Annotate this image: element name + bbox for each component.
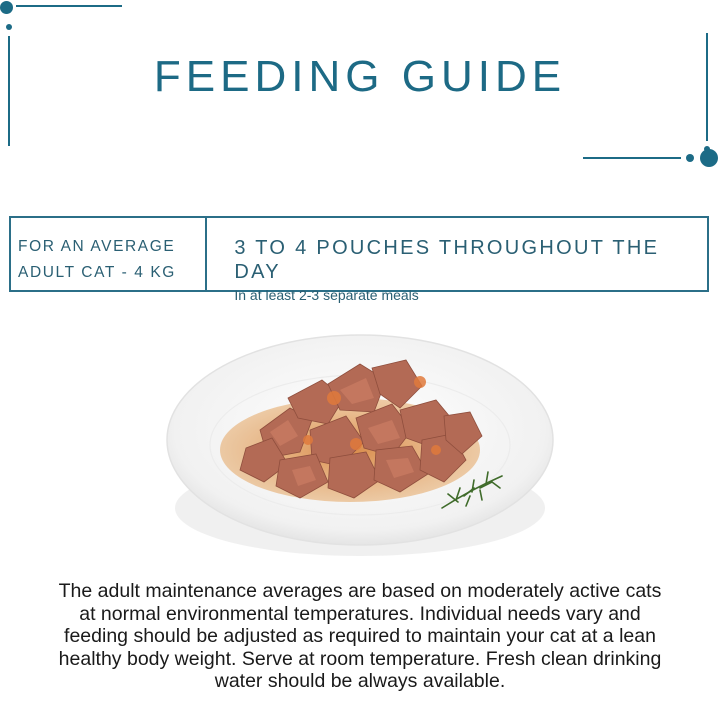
corner-dot-small	[6, 24, 12, 30]
feeding-amount: 3 TO 4 POUCHES THROUGHOUT THE DAY	[234, 237, 660, 283]
corner-dot-large	[0, 1, 13, 14]
feeding-guide-table	[9, 216, 709, 303]
corner-dot-medium	[686, 154, 694, 162]
cat-weight-cell	[11, 218, 207, 290]
feeding-meals-note: In at least 2-3 separate meals	[234, 287, 419, 303]
plate-icon	[160, 320, 560, 560]
feeding-amount-cell	[207, 218, 707, 303]
cat-label-line-2: ADULT CAT - 4 KG	[18, 264, 176, 281]
feeding-description: The adult maintenance averages are based on moderately active cats at normal environmental temperatures. Individual needs vary and feeding should be adjusted as required to maintain your cat at a lean healthy body weight. Serve at room temperature. Fresh clean drinking water should be always available.	[58, 580, 662, 692]
corner-line-horizontal	[16, 5, 122, 7]
page-title: FEEDING GUIDE	[153, 52, 567, 101]
corner-line-horizontal	[583, 157, 681, 159]
corner-dot-large	[700, 149, 718, 167]
plate-of-food-image	[160, 320, 560, 560]
cat-label-line-1: FOR AN AVERAGE	[18, 238, 176, 255]
